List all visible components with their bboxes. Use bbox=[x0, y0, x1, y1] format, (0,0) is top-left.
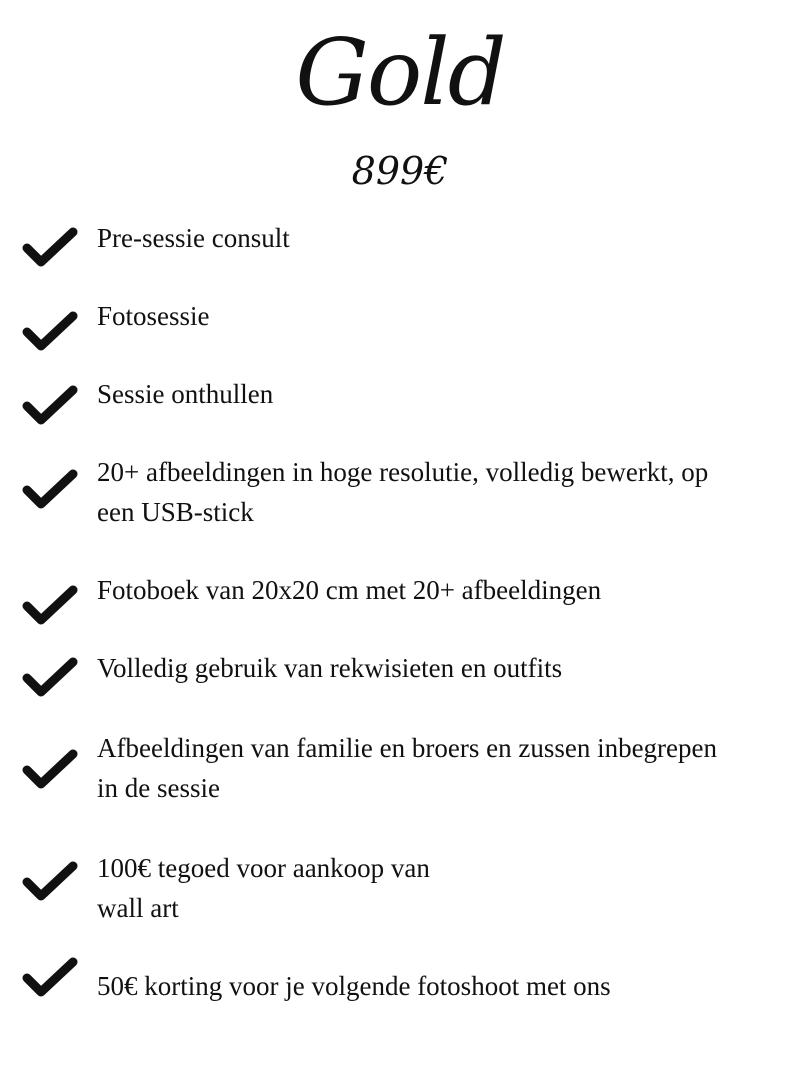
feature-item bbox=[0, 730, 800, 820]
feature-label: Afbeeldingen van familie en broers en zussen inbegrepen in de sessie bbox=[97, 733, 718, 803]
feature-label: Volledig gebruik van rekwisieten en outfits bbox=[97, 653, 563, 683]
package-price: 899€ bbox=[351, 149, 449, 193]
checkmark-icon bbox=[22, 582, 78, 630]
feature-item bbox=[0, 958, 800, 1048]
checkmark-icon bbox=[22, 654, 78, 702]
feature-label: 50€ korting voor je volgende fotoshoot met ons bbox=[97, 971, 611, 1001]
feature-item bbox=[0, 850, 800, 940]
package-title: Gold bbox=[295, 19, 505, 126]
feature-item bbox=[0, 454, 800, 544]
checkmark-icon bbox=[22, 954, 78, 1002]
checkmark-icon bbox=[22, 224, 78, 272]
feature-label: Pre-sessie consult bbox=[97, 223, 290, 253]
checkmark-icon bbox=[22, 746, 78, 794]
feature-label: Sessie onthullen bbox=[97, 379, 274, 409]
feature-item bbox=[0, 650, 800, 740]
feature-label: 100€ tegoed voor aankoop van wall art bbox=[97, 853, 430, 923]
checkmark-icon bbox=[22, 858, 78, 906]
checkmark-icon bbox=[22, 308, 78, 356]
feature-label: Fotoboek van 20x20 cm met 20+ afbeeldingen bbox=[97, 575, 602, 605]
feature-label: 20+ afbeeldingen in hoge resolutie, volledig bewerkt, op een USB-stick bbox=[97, 457, 709, 527]
checkmark-icon bbox=[22, 382, 78, 430]
checkmark-icon bbox=[22, 466, 78, 514]
feature-label: Fotosessie bbox=[97, 301, 210, 331]
